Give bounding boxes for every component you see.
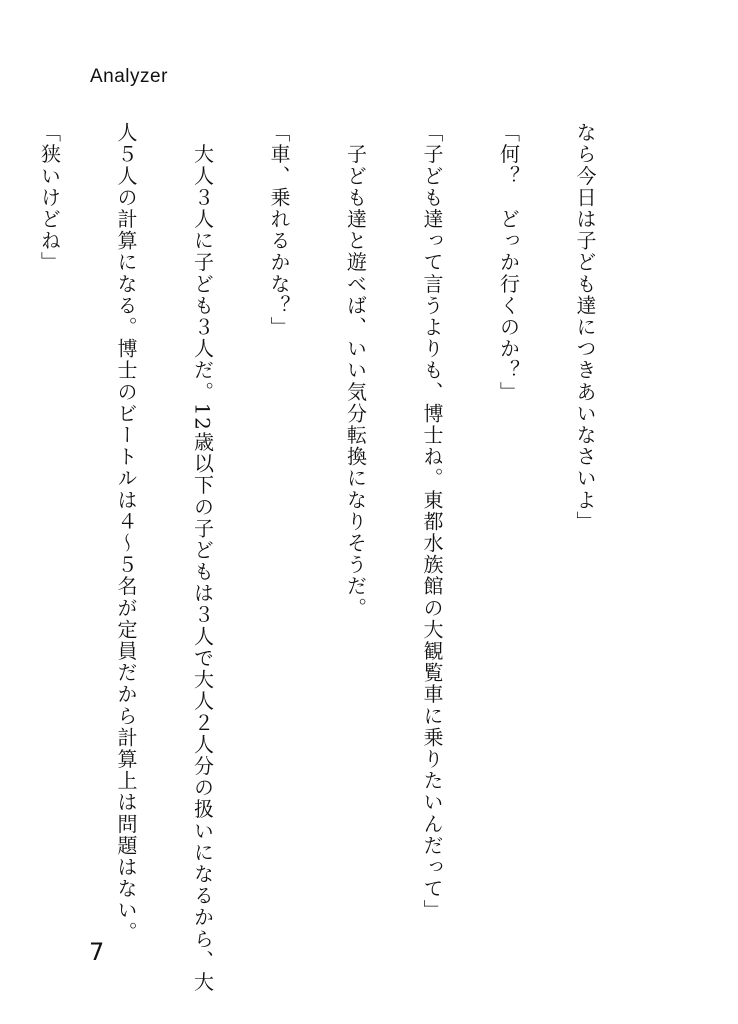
text-line: 人５人の計算になる。博士のビートルは４～５名が定員だから計算上は問題はない。 [114, 122, 138, 943]
text-line: 子ども達と遊べば、いい気分転換になりそうだ。 [343, 122, 368, 619]
text-line: 「何？ どっか行くのか？」 [496, 122, 521, 403]
vertical-text-body [37, 122, 648, 994]
text-line: 「子ども達って言うよりも、博士ね。東都水族館の大観覧車に乗りたいんだって」 [420, 122, 444, 922]
text-line: なら今日は子ども達につきあいなさいよ」 [573, 122, 597, 533]
text-line: 「車、乗れるかな？」 [267, 122, 291, 338]
text-line: 大人３人に子ども３人だ。12歳以下の子どもは３人で大人２人分の扱いになるから、大 [190, 122, 215, 994]
text-line: 「狭いけどね」 [37, 122, 62, 274]
page-number: 7 [89, 938, 105, 966]
running-header: Analyzer [90, 66, 168, 87]
